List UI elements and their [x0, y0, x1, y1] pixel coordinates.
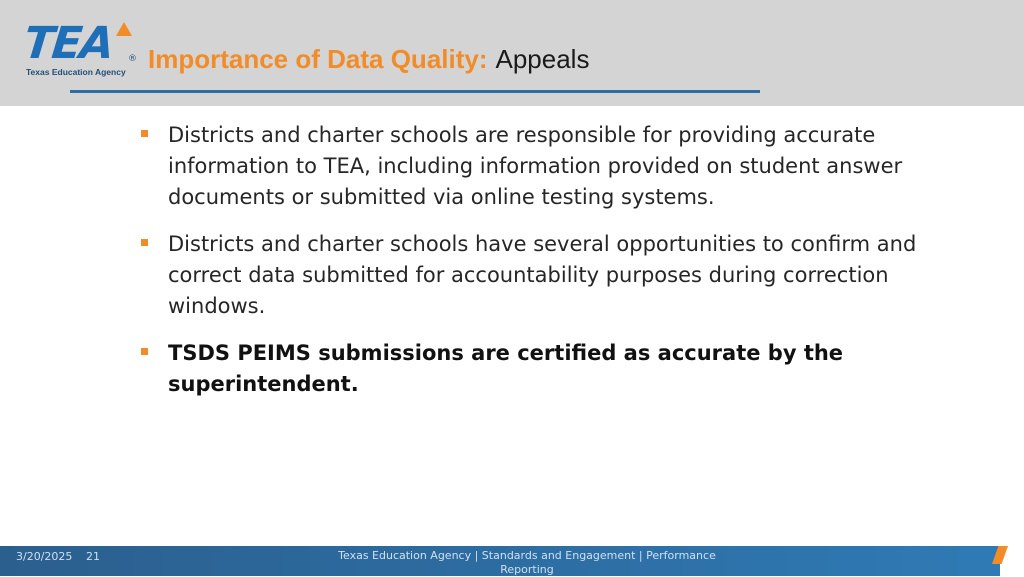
footer-page-number: 21: [86, 550, 100, 563]
slide-footer: [0, 546, 1024, 576]
logo-registered-mark: ®: [128, 54, 137, 64]
bullet-square-icon: [141, 239, 148, 246]
slide-title-subtitle: Appeals: [495, 44, 590, 74]
bullet-square-icon: [141, 130, 148, 137]
bullet-item: [140, 120, 940, 213]
bullet-text: Districts and charter schools have several opportunities to confirm and correct data submitted for accountability purposes during correction windows.: [168, 232, 917, 318]
title-underline: [70, 90, 760, 93]
footer-date: 3/20/2025: [16, 550, 73, 563]
bullet-item: [140, 338, 940, 400]
bullet-item: [140, 229, 940, 322]
logo-subtitle: Texas Education Agency: [26, 67, 126, 77]
tea-logo: [21, 18, 142, 84]
bullet-list: [140, 120, 940, 416]
bullet-text: Districts and charter schools are responsible for providing accurate information to TEA, including information provided on student answer documents or submitted via online testing systems.: [168, 123, 903, 209]
footer-agency-text: Texas Education Agency | Standards and Engagement | Performance Reporting: [338, 549, 716, 576]
bullet-text: TSDS PEIMS submissions are certified as accurate by the superintendent.: [168, 341, 844, 396]
logo-wordmark: TEA: [21, 18, 115, 69]
slide-title: [148, 42, 589, 76]
slide-header: [0, 0, 1024, 106]
bullet-square-icon: [141, 348, 148, 355]
logo-flag-icon: [116, 22, 132, 36]
slide-title-accent: Importance of Data Quality:: [148, 44, 488, 74]
